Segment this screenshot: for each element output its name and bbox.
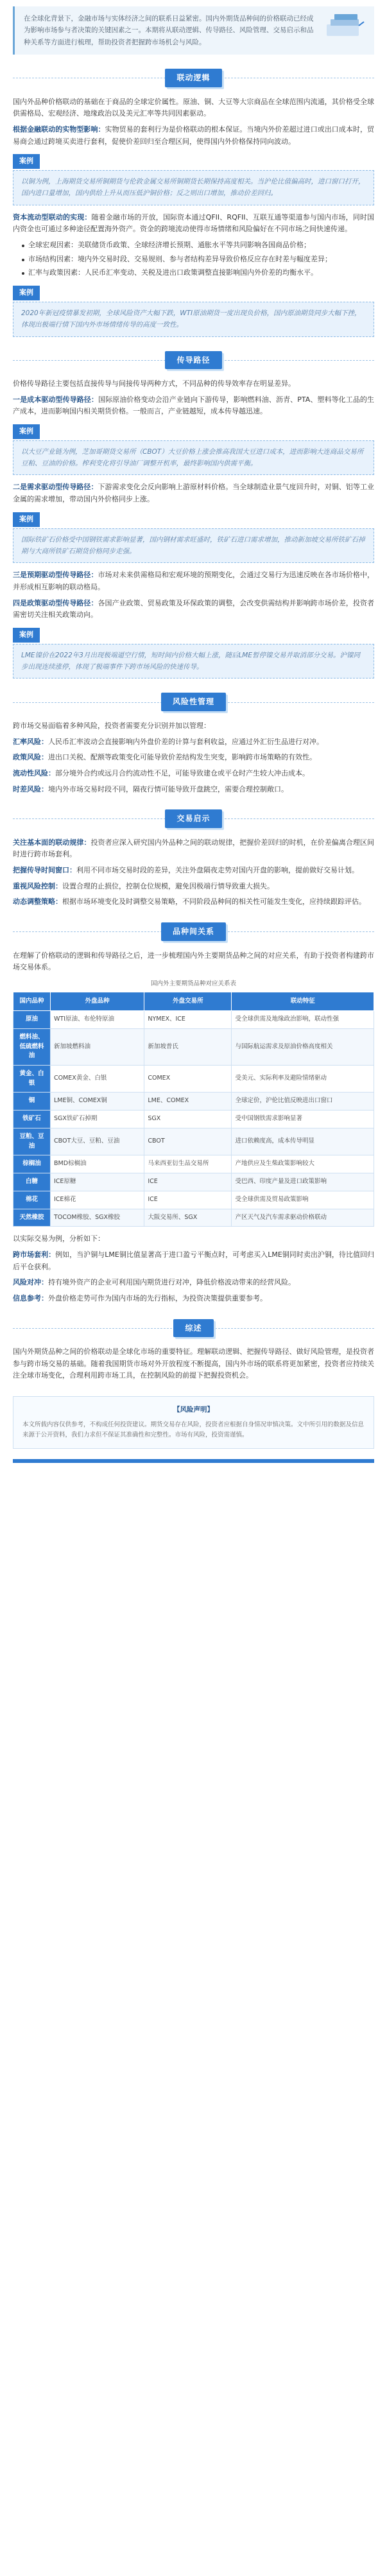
paragraph-text: 例如，当沪铜与LME铜比值显著高于进口盈亏平衡点时，可考虑买入LME铜同时卖出沪铜，待比值回归后平仓获利。 — [13, 1250, 374, 1271]
table-row — [13, 1028, 374, 1065]
paragraph-label: 重视风险控制： — [13, 881, 62, 890]
article — [0, 6, 387, 1478]
paragraph-label: 资本流动型联动的实现： — [13, 212, 92, 221]
section-title: 交易启示 — [165, 809, 221, 827]
paragraph: 价格传导路径主要包括直接传导与间接传导两种方式，不同品种的传导效率存在明显差异。 — [13, 379, 295, 388]
section-logic-header — [13, 69, 374, 87]
paragraph-text: 外盘价格走势可作为国内市场的先行指标，为投资决策提供重要参考。 — [48, 1293, 267, 1302]
paragraph-text: 利用不同市场交易时段的差异，关注外盘隔夜走势对国内开盘的影响，提前做好交易计划。 — [76, 866, 359, 875]
paragraph-text: 人民币汇率波动会直接影响内外盘价差的计算与套利收益，应通过外汇衍生品进行对冲。 — [48, 737, 323, 746]
paragraph-label: 四是政策驱动型传导路径： — [13, 598, 98, 607]
case-tag: 案例 — [13, 286, 40, 300]
table-cell: 产地供应及生柴政策影响较大 — [232, 1155, 374, 1173]
table-cell-category: 棕榈油 — [13, 1155, 51, 1173]
paragraph-text: 部分境外合约或远月合约流动性不足，可能导致建仓或平仓时产生较大冲击成本。 — [55, 768, 309, 777]
case-text: LME镍价在2022年3月出现极端逼空行情，短时间内价格大幅上涨，随后LME暂停镍交易并取消部分交易。沪镍同步出现连续涨停，体现了极端事件下跨市场风险的快速传导。 — [13, 644, 374, 679]
section-title: 联动逻辑 — [165, 69, 221, 87]
case-text: 国际铁矿石价格受中国钢铁需求影响显著，国内钢材需求旺盛时，铁矿石进口需求增加，推动新加坡交易所铁矿石掉期与大商所铁矿石期货价格同步走强。 — [13, 528, 374, 564]
paragraph — [13, 752, 374, 764]
case-box — [13, 628, 374, 679]
table-cell: 马来西亚衍生品交易所 — [144, 1155, 232, 1173]
paragraph-label: 时差风险： — [13, 784, 48, 793]
table-row — [13, 1209, 374, 1227]
paragraph-text: 境内外市场交易时段不同，隔夜行情可能导致开盘跳空，需要合理控制敞口。 — [48, 784, 288, 793]
table-header-cell: 外盘品种 — [51, 992, 144, 1011]
table-cell: COMEX — [144, 1066, 232, 1093]
table-header-cell: 联动特征 — [232, 992, 374, 1011]
paragraph — [13, 1293, 374, 1305]
table-cell: 受全球供需及地缘政治影响，联动性强 — [232, 1011, 374, 1029]
paragraph: 国内外期货品种之间的价格联动是全球化市场的重要特征。理解联动逻辑、把握传导路径、做好风险管理，是投资者参与跨市场交易的基础。随着我国期货市场对外开放程度不断提高，国内外市场的联系将更加紧密，投资者应持续关注全球市场变化，合理利用跨市场工具，在控制风险的前提下把握投资机会。 — [13, 1347, 374, 1380]
paragraph — [13, 1249, 374, 1273]
table-cell: ICE — [144, 1191, 232, 1209]
table-cell: 新加坡普氏 — [144, 1028, 232, 1065]
case-text: 2020年新冠疫情暴发初期，全球风险资产大幅下跌，WTI原油期货一度出现负价格，国内原油期货同步大幅下挫，体现出极端行情下国内外市场情绪传导的高度一致性。 — [13, 302, 374, 337]
paragraph — [13, 784, 374, 796]
paragraph-text: 各国产业政策、贸易政策及环保政策的调整，会改变供需结构并影响跨市场价差，投资者需密切关注相关政策动向。 — [13, 598, 375, 619]
table-row — [13, 1093, 374, 1111]
paragraph-text: 国际原油价格变动会沿产业链向下游传导，影响燃料油、沥青、PTA、塑料等化工品的生产成本，进而影响国内相关期货价格。一般而言，产业链越短，成本传导越迅速。 — [13, 395, 375, 416]
table-header-cell: 国内品种 — [13, 992, 51, 1011]
case-tag: 案例 — [13, 512, 40, 527]
table-cell-category: 白糖 — [13, 1173, 51, 1191]
section-title: 品种间关系 — [161, 922, 226, 940]
paragraph-label: 三是预期驱动型传导路径： — [13, 571, 98, 580]
table-cell: LME、COMEX — [144, 1093, 232, 1111]
table-cell: 新加坡燃料油 — [51, 1028, 144, 1065]
paragraph — [13, 1277, 374, 1289]
table-cell: 与国际航运需求及原油价格高度相关 — [232, 1028, 374, 1065]
case-text: 以铜为例，上海期货交易所铜期货与伦敦金属交易所铜期货长期保持高度相关。当沪伦比值偏高时，进口窗口打开，国内进口量增加，国内供给上升从而压低沪铜价格；反之则出口增加，推动价差回归。 — [13, 170, 374, 205]
paragraph-label: 把握传导时间窗口： — [13, 866, 76, 875]
paragraph-label: 动态调整策略： — [13, 897, 62, 906]
risk-notice-title: 【风险声明】 — [173, 1406, 214, 1414]
paragraph-label: 关注基本面的联动规律： — [13, 838, 91, 847]
table-cell-category: 原油 — [13, 1011, 51, 1029]
table-cell: CBOT — [144, 1128, 232, 1155]
paragraph: 跨市场交易面临着多种风险，投资者需要充分识别并加以管理： — [13, 721, 211, 730]
paragraph — [13, 598, 374, 621]
paragraph-text: 进出口关税、配额等政策变化可能导致价差结构发生突变，影响跨市场策略的有效性。 — [48, 753, 316, 762]
table-row — [13, 1066, 374, 1093]
table-row — [13, 1011, 374, 1029]
table-header-cell: 外盘交易所 — [144, 992, 232, 1011]
table-row — [13, 1155, 374, 1173]
section-title: 传导路径 — [165, 351, 221, 369]
bullet-list — [22, 239, 374, 279]
case-box — [13, 286, 374, 336]
table-cell: ICE原糖 — [51, 1173, 144, 1191]
section-title: 风险性管理 — [161, 693, 226, 711]
paragraph-label: 风险对冲： — [13, 1278, 48, 1287]
paragraph-text: 市场对未来供需格局和宏观环境的预期变化，会通过交易行为迅速反映在各市场价格中，并形成相互影响的联动格局。 — [13, 571, 375, 591]
table-cell: NYMEX、ICE — [144, 1011, 232, 1029]
table-cell: 受美元、实际利率及避险情绪驱动 — [232, 1066, 374, 1093]
paragraph — [13, 768, 374, 780]
section-title: 综述 — [173, 1319, 213, 1337]
table-cell: 受巴西、印度产量及进口政策影响 — [232, 1173, 374, 1191]
table-cell: ICE棉花 — [51, 1191, 144, 1209]
paragraph — [13, 881, 374, 893]
paragraph: 国内外品种价格联动的基础在于商品的全球定价属性。原油、铜、大豆等大宗商品在全球范围内流通，其价格受全球供需格局、宏观经济、地缘政治以及美元汇率等共同因素驱动。 — [13, 97, 374, 118]
bullet-item: 汇率与政策因素：人民币汇率变动、关税及进出口政策调整直接影响国内外价差的均衡水平。 — [22, 267, 374, 279]
paragraph-text: 根据市场环境变化及时调整交易策略，不同阶段品种间的相关性可能发生变化，应持续跟踪评估。 — [62, 897, 366, 906]
paragraph-label: 二是需求驱动型传导路径： — [13, 483, 98, 492]
table-cell: 受中国钢铁需求影响显著 — [232, 1111, 374, 1128]
table-cell-category: 黄金、白银 — [13, 1066, 51, 1093]
table-cell-category: 豆粕、豆油 — [13, 1128, 51, 1155]
paragraph — [13, 896, 374, 908]
paragraph-text: 下游需求变化会反向影响上游原材料价格。当全球制造业景气度回升时，对铜、铝等工业金属的需求增加，带动国内外价格同步上涨。 — [13, 483, 375, 504]
paragraph-label: 汇率风险： — [13, 737, 48, 746]
paragraph — [13, 124, 374, 148]
table-header-row — [13, 992, 374, 1011]
section-transmission-header — [13, 351, 374, 369]
table-cell: 受全球供需及贸易政策影响 — [232, 1191, 374, 1209]
paragraph — [13, 481, 374, 505]
paragraph: 以实际交易为例，分析如下： — [13, 1234, 105, 1243]
paragraph-text: 投资者应深入研究国内外品种之间的联动规律，把握价差回归的时机，在价差偏离合理区间时进行跨市场套利。 — [13, 838, 375, 859]
case-text: 以大豆产业链为例，芝加哥期货交易所（CBOT）大豆价格上涨会推高我国大豆进口成本，进而影响大连商品交易所豆粕、豆油的价格。榨利变化将引导油厂调整开机率，最终影响国内供需平衡。 — [13, 440, 374, 476]
case-tag: 案例 — [13, 628, 40, 643]
section-relations-header — [13, 922, 374, 940]
paragraph-text: 设置合理的止损位，控制仓位规模，避免因极端行情导致重大损失。 — [62, 881, 274, 890]
case-tag: 案例 — [13, 154, 40, 169]
paragraph — [13, 736, 374, 748]
paragraph — [13, 865, 374, 877]
table-cell: LME铜、COMEX铜 — [51, 1093, 144, 1111]
table-cell: 产区天气及汽车需求驱动价格联动 — [232, 1209, 374, 1227]
paragraph — [13, 394, 374, 418]
book-illustration-icon — [323, 12, 366, 40]
paragraph-text: 持有境外资产的企业可利用国内期货进行对冲，降低价格波动带来的经营风险。 — [48, 1278, 295, 1287]
paragraph-label: 流动性风险： — [13, 768, 55, 777]
table-cell-category: 棉花 — [13, 1191, 51, 1209]
table-cell: WTI原油、布伦特原油 — [51, 1011, 144, 1029]
paragraph — [13, 569, 374, 593]
table-cell: TOCOM橡胶、SGX橡胶 — [51, 1209, 144, 1227]
table-row — [13, 1191, 374, 1209]
paragraph-text: 实物贸易的套利行为是价格联动的根本保证。当境内外价差超过进口或出口成本时，贸易商会通过跨境买卖进行套利，促使价差回归至合理区间，使得国内外价格保持同向波动。 — [13, 125, 375, 146]
paragraph-label: 根据金融联动的实物型影响： — [13, 125, 105, 134]
case-box — [13, 512, 374, 563]
risk-notice — [13, 1396, 374, 1449]
paragraph-label: 信息参考： — [13, 1293, 48, 1302]
case-box — [13, 154, 374, 205]
risk-notice-text: 本文所载内容仅供参考，不构成任何投资建议。期货交易存在风险，投资者应根据自身情况审慎决策。文中所引用的数据及信息来源于公开资料，我们力求但不保证其准确性和完整性。市场有风险，投资需谨慎。 — [22, 1421, 365, 1439]
relations-table — [13, 979, 374, 1227]
table-row — [13, 1111, 374, 1128]
table-cell-category: 天然橡胶 — [13, 1209, 51, 1227]
bullet-item: 市场结构因素：境内外交易时段、交易规则、参与者结构差异导致价格反应存在时差与幅度差异； — [22, 254, 374, 266]
table-cell: 全球定价，沪伦比值反映进出口窗口 — [232, 1093, 374, 1111]
table-cell: 大阪交易所、SGX — [144, 1209, 232, 1227]
section-trading-header — [13, 809, 374, 827]
table-caption: 国内外主要期货品种对应关系表 — [150, 980, 236, 987]
section-summary-header — [13, 1319, 374, 1337]
table-cell: SGX铁矿石掉期 — [51, 1111, 144, 1128]
table-cell-category: 铁矿石 — [13, 1111, 51, 1128]
case-box — [13, 424, 374, 475]
paragraph: 在理解了价格联动的逻辑和传导路径之后，进一步梳理国内外主要期货品种之间的对应关系，有助于投资者构建跨市场交易体系。 — [13, 951, 374, 972]
table-cell: COMEX黄金、白银 — [51, 1066, 144, 1093]
footer-bar — [13, 1459, 374, 1463]
paragraph — [13, 837, 374, 861]
table-row — [13, 1173, 374, 1191]
paragraph-text: 随着金融市场的开放，国际资本通过QFII、RQFII、互联互通等渠道参与国内市场，同时国内资金也可通过多种途径配置海外资产。资金的跨境流动使得市场情绪和风险偏好在不同市场之间快速传递。 — [13, 212, 374, 234]
table-row — [13, 1128, 374, 1155]
intro-box — [13, 6, 374, 55]
intro-text: 在全球化背景下，金融市场与实体经济之间的联系日益紧密。国内外期货品种间的价格联动已经成为影响市场参与者决策的关键因素之一。本期将从联动逻辑、传导路径、风险管理、交易启示和品种关系等方面进行梳理，帮助投资者把握跨市场机会与风险。 — [24, 15, 314, 46]
table-cell-category: 铜 — [13, 1093, 51, 1111]
bullet-item: 全球宏观因素：美联储货币政策、全球经济增长预期、通胀水平等共同影响各国商品价格； — [22, 239, 374, 252]
table-cell: CBOT大豆、豆粕、豆油 — [51, 1128, 144, 1155]
case-tag: 案例 — [13, 424, 40, 439]
paragraph-label: 一是成本驱动型传导路径： — [13, 395, 98, 404]
table-cell-category: 燃料油、低硫燃料油 — [13, 1028, 51, 1065]
table-cell: ICE — [144, 1173, 232, 1191]
paragraph-label: 政策风险： — [13, 753, 48, 762]
paragraph-label: 跨市场套利： — [13, 1250, 56, 1259]
table-cell: BMD棕榈油 — [51, 1155, 144, 1173]
table-cell: 进口依赖度高，成本传导明显 — [232, 1128, 374, 1155]
section-risk-header — [13, 693, 374, 711]
paragraph — [13, 212, 374, 236]
table-cell: SGX — [144, 1111, 232, 1128]
